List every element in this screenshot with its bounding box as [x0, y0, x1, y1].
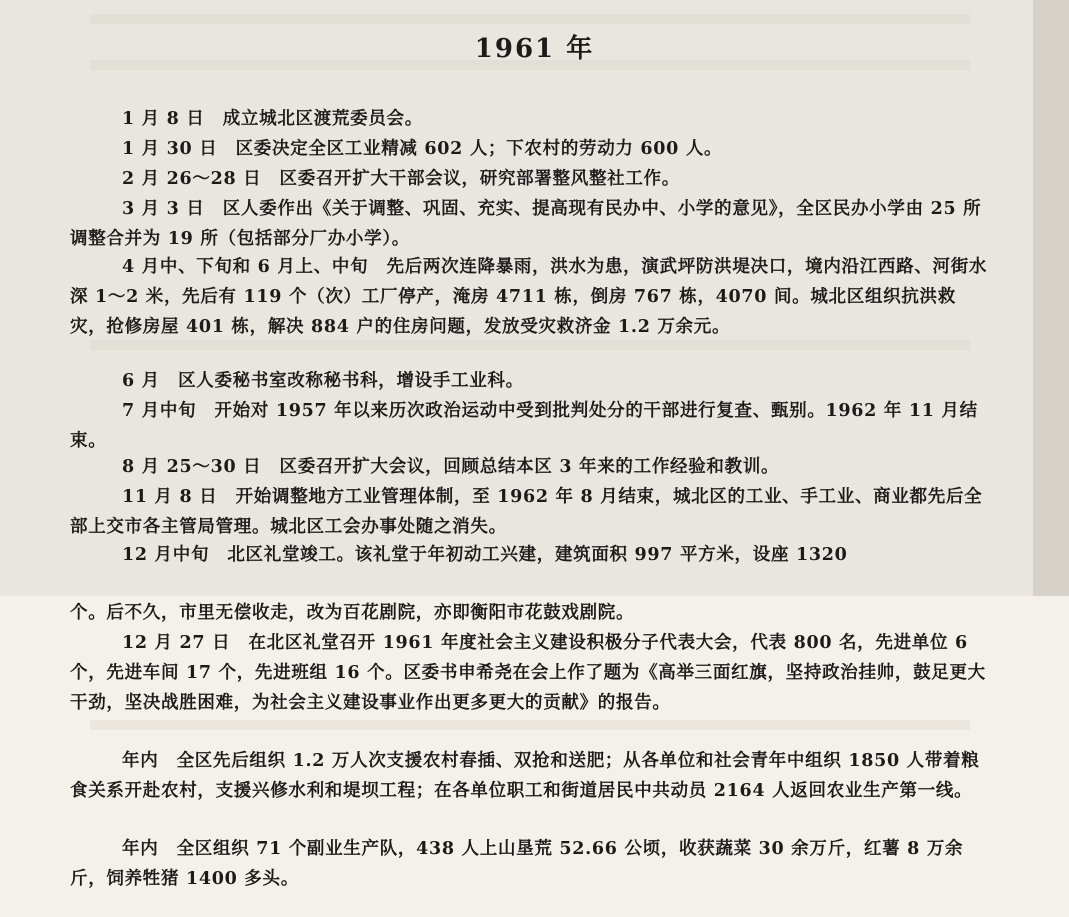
chronicle-entry: 6 月 区人委秘书室改称秘书科，增设手工业科。	[122, 371, 524, 391]
page-title: 1961 年	[474, 34, 595, 64]
chronicle-entry: 11 月 8 日 开始调整地方工业管理体制，至 1962 年 8 月结束，城北区的工业、手工业、商业都先后全部上交市各主管局管理。城北区工会办事处随之消失。	[70, 487, 983, 537]
chronicle-entry: 年内 全区先后组织 1.2 万人次支援农村春插、双抢和送肥；从各单位和社会青年中组织 1850 人带着粮食关系开赴农村，支援兴修水利和堤坝工程；在各单位职工和街道居民中共动员 2164 人返回农业生产第一线。	[70, 751, 980, 801]
chronicle-entry: 1 月 30 日 区委决定全区工业精减 602 人；下农村的劳动力 600 人。	[122, 139, 723, 159]
chronicle-entry-continuation: 个。后不久，市里无偿收走，改为百花剧院，亦即衡阳市花鼓戏剧院。	[70, 603, 635, 623]
chronicle-entry: 3 月 3 日 区人委作出《关于调整、巩固、充实、提高现有民办中、小学的意见》，全区民办小学由 25 所调整合并为 19 所（包括部分厂办小学）。	[70, 199, 982, 249]
chronicle-entry: 12 月 27 日 在北区礼堂召开 1961 年度社会主义建设积极分子代表大会，代表 800 名，先进单位 6 个，先进车间 17 个，先进班组 16 个。区委书申希尧在会上作了题为《高举三面红旗，坚持政治挂帅，鼓足更大干劲，坚决战胜困难，为社会主义建设事业作出更多更大的贡献》的报告。	[70, 633, 986, 713]
chronicle-entry: 7 月中旬 开始对 1957 年以来历次政治运动中受到批判处分的干部进行复查、甄别。1962 年 11 月结束。	[70, 401, 978, 451]
chronicle-entry: 12 月中旬 北区礼堂竣工。该礼堂于年初动工兴建，建筑面积 997 平方米，设座 1320	[122, 545, 848, 565]
bleed-through-line	[90, 14, 970, 24]
scan-page-edge	[1033, 0, 1069, 596]
chronicle-entry: 2 月 26～28 日 区委召开扩大干部会议，研究部署整风整社工作。	[122, 169, 680, 189]
chronicle-entry: 8 月 25～30 日 区委召开扩大会议，回顾总结本区 3 年来的工作经验和教训。	[122, 457, 780, 477]
chronicle-entry: 4 月中、下旬和 6 月上、中旬 先后两次连降暴雨，洪水为患，演武坪防洪堤决口，境内沿江西路、河街水深 1～2 米，先后有 119 个（次）工厂停产，淹房 4711 栋，倒房 767 栋，4070 间。城北区组织抗洪救灾，抢修房屋 401 栋，解决 884 户的住房问题，发放受灾救济金 1.2 万余元。	[70, 257, 988, 337]
bleed-through-line	[90, 720, 970, 730]
chronicle-entry: 1 月 8 日 成立城北区渡荒委员会。	[122, 109, 423, 129]
chronicle-entry: 年内 全区组织 71 个副业生产队，438 人上山垦荒 52.66 公顷，收获蔬菜 30 余万斤，红薯 8 万余斤，饲养牲猪 1400 多头。	[70, 839, 964, 889]
